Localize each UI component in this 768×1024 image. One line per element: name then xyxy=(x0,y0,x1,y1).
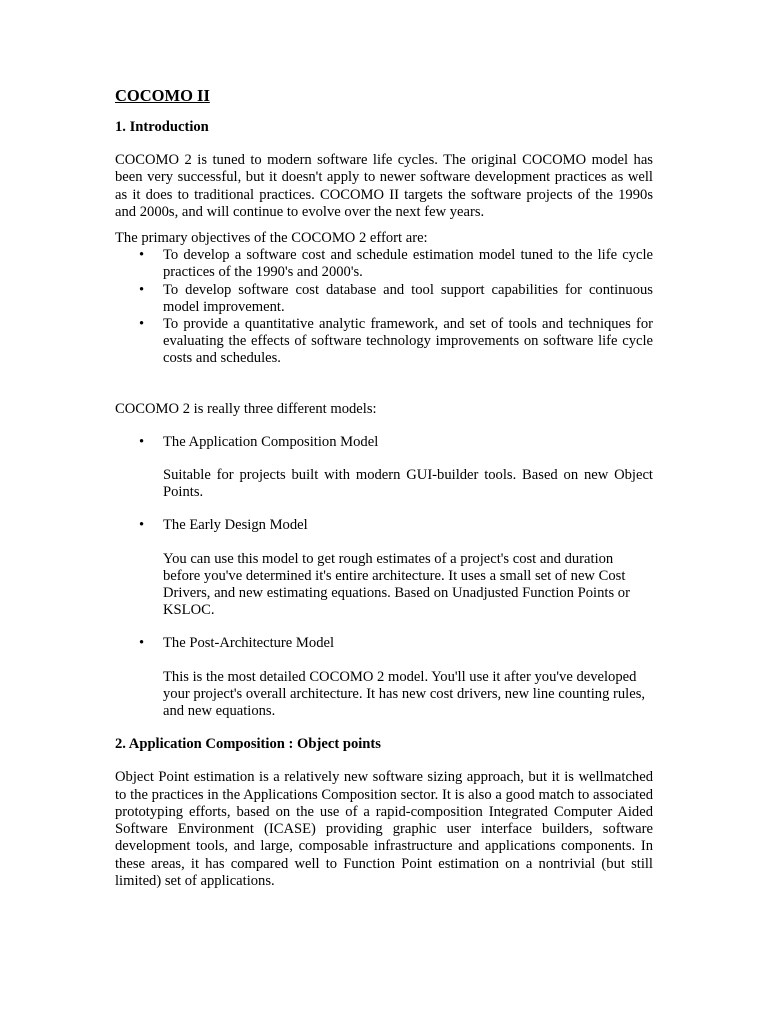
bullet-icon: • xyxy=(139,281,145,298)
section-1-heading: 1. Introduction xyxy=(115,119,209,135)
model-name: The Post-Architecture Model xyxy=(163,635,335,652)
bullet-icon: • xyxy=(139,635,145,652)
objective-item xyxy=(115,316,653,368)
model-description: This is the most detailed COCOMO 2 model. You'll use it after you've developed your project's overall architecture. It has new cost drivers, new line counting rules, and new equations. xyxy=(163,668,646,720)
bullet-icon: • xyxy=(139,247,145,264)
model-description: You can use this model to get rough estimates of a project's cost and duration before you've determined it's entire architecture. It uses a small set of new Cost Drivers, and new estimating equations. Based on Unadjusted Function Points or KSLOC. xyxy=(163,550,630,619)
objective-item xyxy=(115,282,653,316)
bullet-icon: • xyxy=(139,433,145,450)
objective-text: To develop software cost database and tool support capabilities for continuous model improvement. xyxy=(163,281,653,315)
section-2-heading: 2. Application Composition : Object points xyxy=(115,736,381,753)
document-page xyxy=(115,86,653,890)
bullet-icon: • xyxy=(139,517,145,534)
object-points-paragraph: Object Point estimation is a relatively new software sizing approach, but it is wellmatched to the practices in the Applications Composition sector. It is also a good match to associated prototyping efforts, based on the use of a rapid-composition Integrated Computer Aided Software Environment (ICASE) providing graphic user interface builders, software development tools, and large, composable infrastructure and applications components. In these areas, it has compared well to Function Point estimation on a nontrivial (but still limited) set of applications. xyxy=(115,769,653,889)
model-name: The Early Design Model xyxy=(163,517,308,534)
objectives-lead: The primary objectives of the COCOMO 2 effort are: xyxy=(115,230,428,247)
objective-text: To develop a software cost and schedule estimation model tuned to the life cycle practices of the 1990's and 2000's. xyxy=(163,247,653,281)
model-description: Suitable for projects built with modern GUI-builder tools. Based on new Object Points. xyxy=(163,467,653,501)
model-item xyxy=(115,517,653,534)
intro-paragraph: COCOMO 2 is tuned to modern software life cycles. The original COCOMO model has been very successful, but it doesn't apply to newer software development practices as well as it does to traditional practices. COCOMO II targets the software projects of the 1990s and 2000s, and will continue to evolve over the next few years. xyxy=(115,152,653,220)
objective-item xyxy=(115,247,653,281)
model-item xyxy=(115,635,653,652)
bullet-icon: • xyxy=(139,316,145,333)
document-title: COCOMO II xyxy=(115,86,210,105)
model-item xyxy=(115,434,653,451)
model-name: The Application Composition Model xyxy=(163,433,379,450)
models-lead: COCOMO 2 is really three different models: xyxy=(115,400,377,417)
objectives-list xyxy=(115,247,653,367)
objective-text: To provide a quantitative analytic framework, and set of tools and techniques for evaluating the effects of software technology improvements on software life cycle costs and schedules. xyxy=(163,316,653,367)
